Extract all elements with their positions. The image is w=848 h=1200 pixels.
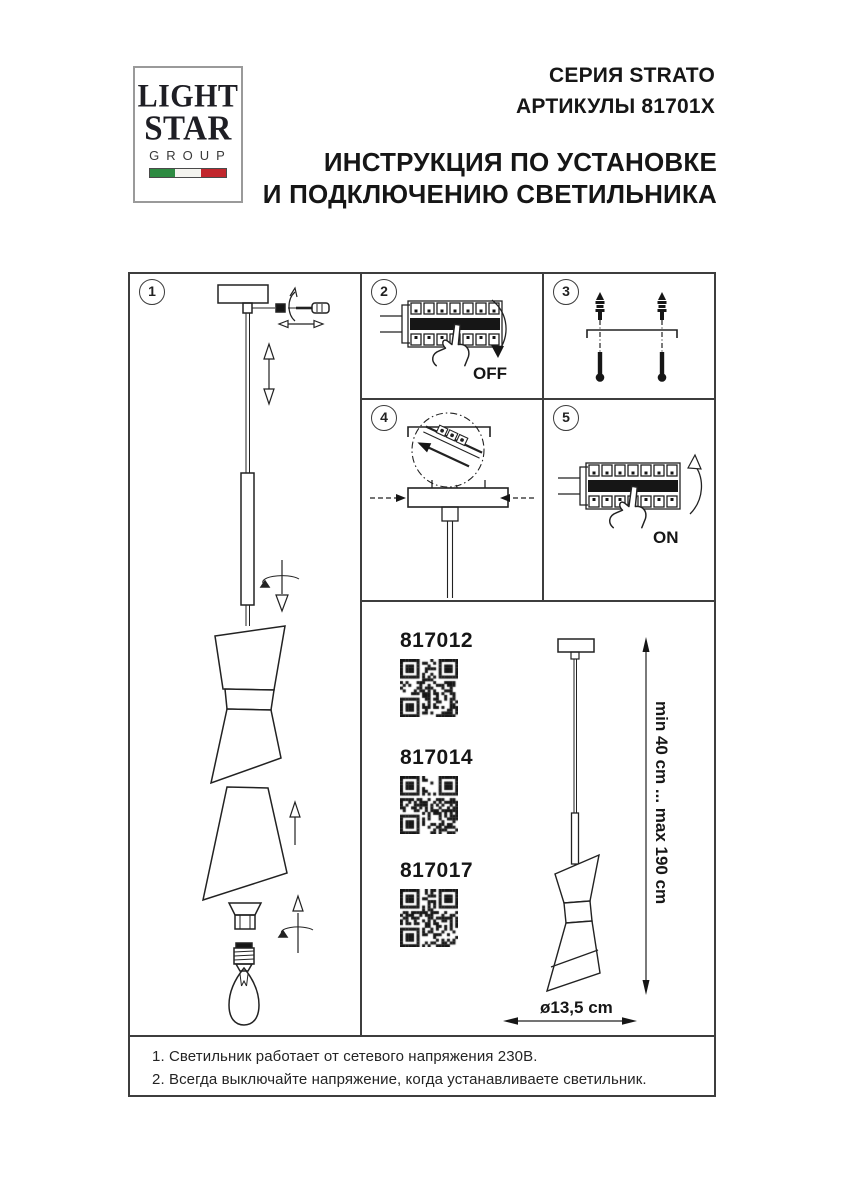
flag-red <box>201 169 226 177</box>
flag-green <box>150 169 175 177</box>
instruction-frame <box>128 272 716 1097</box>
step-5-panel <box>544 400 714 600</box>
step-4-number: 4 <box>371 405 397 431</box>
flag-white <box>175 169 200 177</box>
lightstar-logo <box>133 66 243 203</box>
qr-code-817012 <box>400 659 458 717</box>
power-on-diagram <box>544 400 714 600</box>
step-2-panel <box>362 274 542 398</box>
step-3-panel <box>544 274 714 398</box>
step-1-number: 1 <box>139 279 165 305</box>
step-3-number: 3 <box>553 279 579 305</box>
logo-group: GROUP <box>149 148 232 163</box>
articles-code: АРТИКУЛЫ 81701X <box>516 95 715 118</box>
note-safety: 2. Всегда выключайте напряжение, когда устанавливаете светильник. <box>152 1071 647 1088</box>
step-5-number: 5 <box>553 405 579 431</box>
on-label: ON <box>653 528 679 547</box>
qr-code-817014 <box>400 776 458 834</box>
article-817014: 817014 <box>400 746 474 769</box>
step-4-panel <box>362 400 542 600</box>
logo-star: STAR <box>144 110 232 148</box>
step-2-number: 2 <box>371 279 397 305</box>
articles-dimensions-panel <box>362 602 714 1035</box>
italian-flag-icon <box>149 168 227 178</box>
canopy-wiring-diagram <box>362 400 542 600</box>
header-series-block <box>516 60 715 122</box>
title-line-1: ИНСТРУКЦИЯ ПО УСТАНОВКЕ <box>323 147 717 177</box>
off-label: OFF <box>473 364 507 383</box>
height-range-label: min 40 cm ... max 190 cm <box>652 701 671 905</box>
mounting-screws-diagram <box>544 274 714 398</box>
step-1-panel <box>130 274 360 1035</box>
logo-light: LIGHT <box>137 78 239 115</box>
exploded-pendant-diagram <box>130 274 360 1035</box>
power-off-diagram <box>362 274 542 398</box>
article-817012: 817012 <box>400 629 474 652</box>
diameter-label: ø13,5 cm <box>540 998 613 1017</box>
series-name: СЕРИЯ STRATO <box>549 64 715 87</box>
qr-code-817017 <box>400 889 458 947</box>
article-817017: 817017 <box>400 859 474 882</box>
title-line-2: И ПОДКЛЮЧЕНИЮ СВЕТИЛЬНИКА <box>262 179 717 209</box>
footer-notes <box>130 1037 714 1095</box>
page-title <box>263 146 717 210</box>
note-voltage: 1. Светильник работает от сетевого напряжения 230В. <box>152 1048 538 1065</box>
